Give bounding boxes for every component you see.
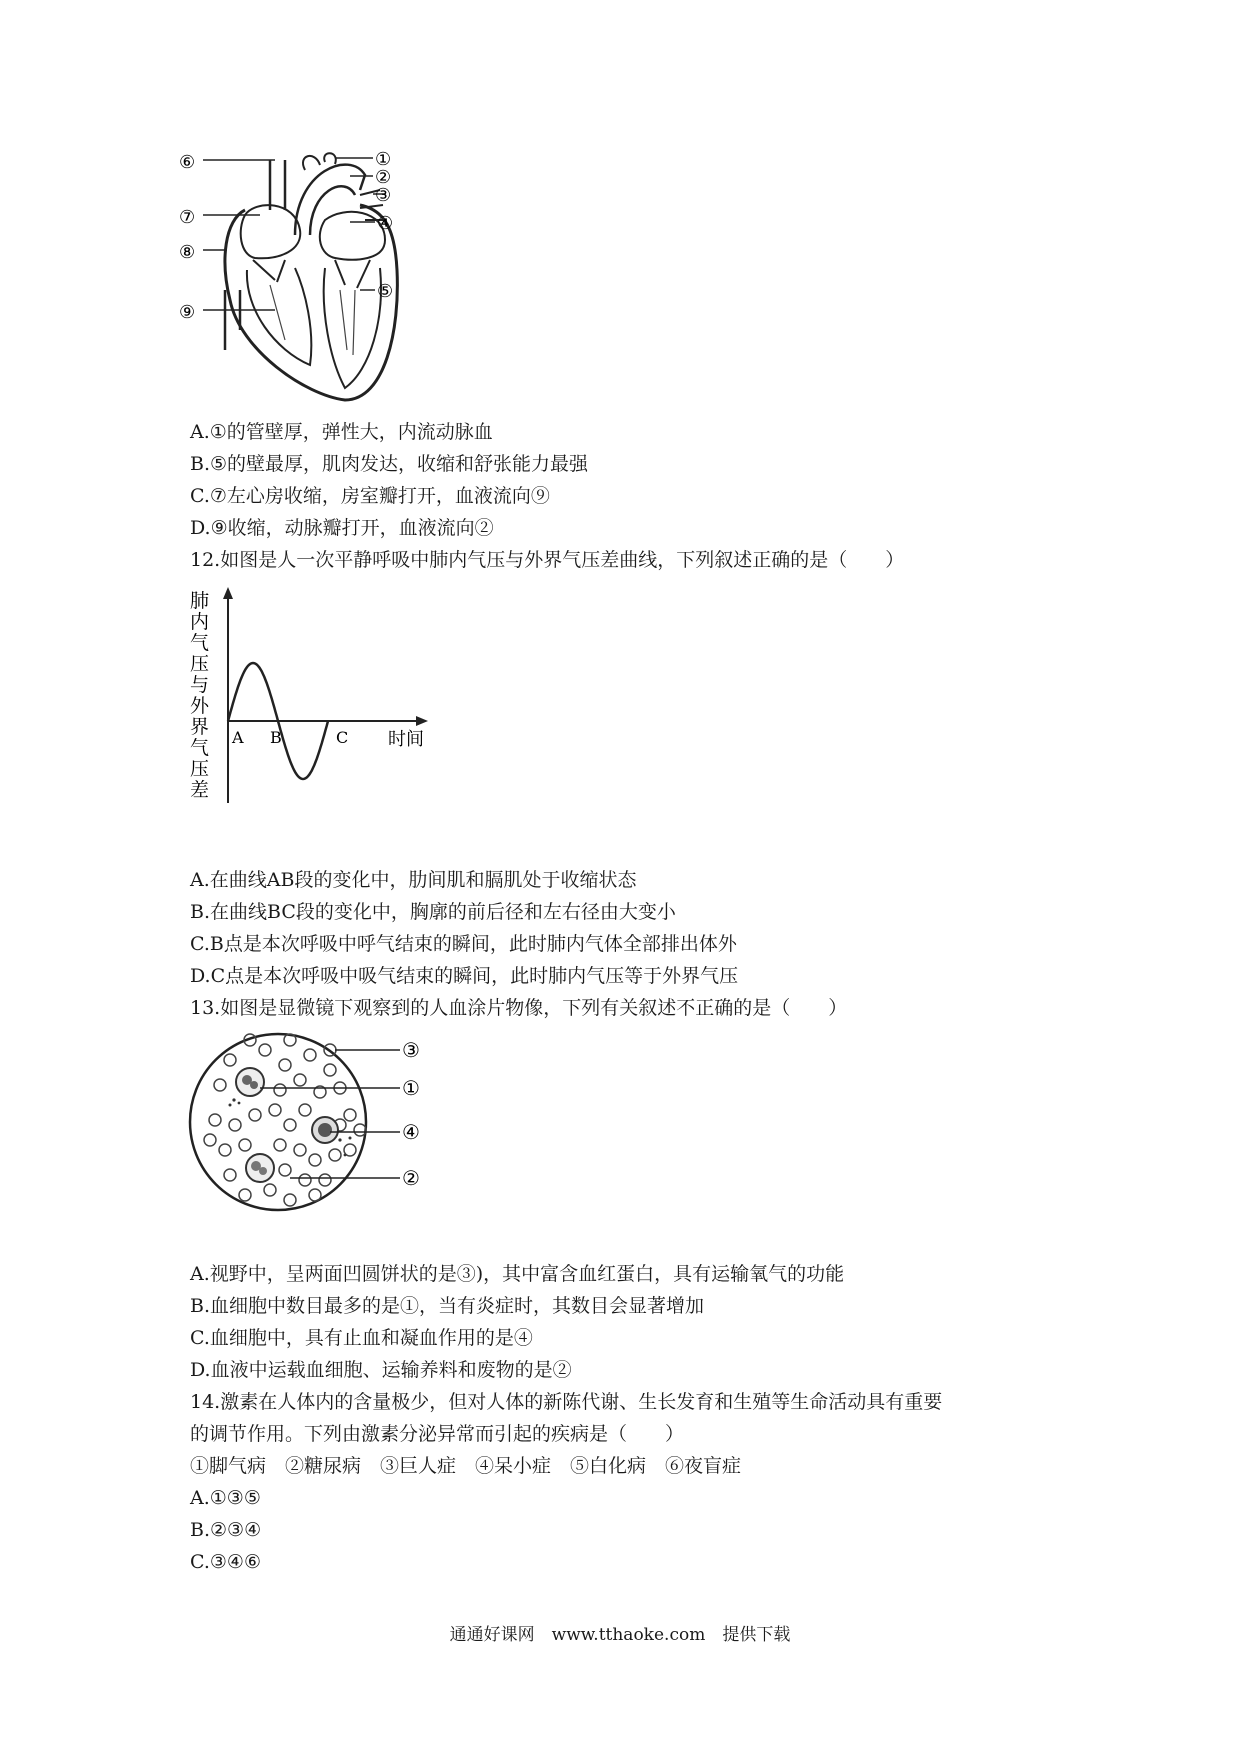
red-blood-cell (259, 1044, 271, 1056)
white-blood-cell (246, 1154, 274, 1182)
red-blood-cell (299, 1104, 311, 1116)
blood-label-3: ③ (402, 1038, 420, 1062)
q11-option-d: D.⑨收缩，动脉瓣打开，血液流向② (190, 517, 494, 539)
y-axis-label (190, 590, 210, 801)
red-blood-cell (249, 1109, 261, 1121)
red-blood-cell (239, 1139, 251, 1151)
q12-option-b: B.在曲线BC段的变化中，胸廓的前后径和左右径由大变小 (190, 901, 676, 923)
q13-title: 13.如图是显微镜下观察到的人血涂片物像，下列有关叙述不正确的是（ ） (190, 997, 848, 1019)
heart-label-5: ⑤ (377, 281, 394, 302)
q12-option-d: D.C点是本次呼吸中吸气结束的瞬间，此时肺内气压等于外界气压 (190, 965, 739, 987)
heart-label-2: ② (375, 167, 392, 188)
red-blood-cell (224, 1054, 236, 1066)
red-blood-cell (284, 1119, 296, 1131)
y-axis-label-char: 内 (190, 611, 210, 633)
heart-label-1: ① (375, 149, 392, 170)
blood-label-1: ① (402, 1076, 420, 1100)
footer-source: 通通好课网 www.tthaoke.com 提供下载 (449, 1625, 791, 1645)
q11-option-a: A.①的管壁厚，弹性大，内流动脉血 (190, 421, 493, 443)
q14-option-b: B.②③④ (190, 1519, 262, 1541)
y-axis-label-char: 与 (190, 674, 210, 696)
x-axis-arrow (416, 716, 428, 726)
heart-label-4: ④ (377, 213, 394, 234)
q12-option-a: A.在曲线AB段的变化中，肋间肌和膈肌处于收缩状态 (190, 869, 637, 891)
red-blood-cell (274, 1139, 286, 1151)
y-axis-label-char: 外 (190, 695, 210, 717)
red-blood-cell (309, 1154, 321, 1166)
red-blood-cell (329, 1149, 341, 1161)
heart-label-8: ⑧ (179, 242, 196, 263)
red-blood-cell (309, 1189, 321, 1201)
red-blood-cell (274, 1084, 286, 1096)
q13-option-c: C.血细胞中，具有止血和凝血作用的是④ (190, 1327, 533, 1349)
red-blood-cell (279, 1059, 291, 1071)
red-blood-cell (264, 1184, 276, 1196)
y-axis-label-char: 差 (190, 779, 210, 801)
heart-diagram (179, 149, 455, 410)
point-label-a: A (232, 728, 244, 747)
heart-label-7: ⑦ (179, 207, 196, 228)
red-blood-cell (219, 1144, 231, 1156)
red-blood-cell (354, 1124, 366, 1136)
y-axis-arrow (223, 587, 233, 599)
blood-label-4: ④ (402, 1120, 420, 1144)
red-blood-cell (344, 1109, 356, 1121)
red-blood-cell (304, 1049, 316, 1061)
y-axis-label-char: 气 (190, 737, 210, 759)
blood-smear-diagram (190, 1030, 440, 1215)
red-blood-cell (294, 1074, 306, 1086)
q13-option-a: A.视野中，呈两面凹圆饼状的是③)，其中富含血红蛋白，具有运输氧气的功能 (190, 1263, 845, 1285)
q14-items: ①脚气病 ②糖尿病 ③巨人症 ④呆小症 ⑤白化病 ⑥夜盲症 (190, 1455, 742, 1477)
q14-title-line2: 的调节作用。下列由激素分泌异常而引起的疾病是（ ） (190, 1423, 685, 1445)
q13-option-b: B.血细胞中数目最多的是①，当有炎症时，其数目会显著增加 (190, 1295, 705, 1317)
red-blood-cell (229, 1119, 241, 1131)
q13-option-d: D.血液中运载血细胞、运输养料和废物的是② (190, 1359, 572, 1381)
white-blood-cell (312, 1117, 338, 1143)
y-axis-label-char: 压 (190, 653, 210, 675)
white-blood-cell (236, 1068, 264, 1096)
red-blood-cell (214, 1079, 226, 1091)
y-axis-label-char: 压 (190, 758, 210, 780)
heart-label-9: ⑨ (179, 302, 196, 323)
q11-option-c: C.⑦左心房收缩，房室瓣打开，血液流向⑨ (190, 485, 550, 507)
field-of-view (190, 1034, 366, 1210)
red-blood-cell (224, 1169, 236, 1181)
red-blood-cell (299, 1174, 311, 1186)
pressure-difference-chart (190, 585, 450, 810)
blood-label-2: ② (402, 1166, 420, 1190)
heart-label-6: ⑥ (179, 152, 196, 173)
q12-title: 12.如图是人一次平静呼吸中肺内气压与外界气压差曲线，下列叙述正确的是（ ） (190, 549, 905, 571)
red-blood-cell (204, 1134, 216, 1146)
q11-option-b: B.⑤的壁最厚，肌肉发达，收缩和舒张能力最强 (190, 453, 589, 475)
q14-option-a: A.①③⑤ (190, 1487, 261, 1509)
point-label-c: C (336, 728, 349, 747)
q12-option-c: C.B点是本次呼吸中呼气结束的瞬间，此时肺内气体全部排出体外 (190, 933, 737, 955)
q14-option-c: C.③④⑥ (190, 1551, 261, 1573)
red-blood-cell (284, 1194, 296, 1206)
point-label-b: B (270, 728, 282, 747)
red-blood-cell (324, 1064, 336, 1076)
x-axis-label: 时间 (388, 729, 424, 750)
red-blood-cell (209, 1114, 221, 1126)
y-axis-label-char: 界 (190, 716, 210, 738)
red-blood-cell (294, 1144, 306, 1156)
heart-label-3: ③ (375, 185, 392, 206)
red-blood-cell (239, 1189, 251, 1201)
red-blood-cell (279, 1164, 291, 1176)
q14-title-line1: 14.激素在人体内的含量极少，但对人体的新陈代谢、生长发育和生殖等生命活动具有重要 (190, 1391, 943, 1413)
y-axis-label-char: 气 (190, 632, 210, 654)
red-blood-cell (269, 1104, 281, 1116)
red-blood-cell (319, 1174, 331, 1186)
y-axis-label-char: 肺 (190, 590, 210, 612)
